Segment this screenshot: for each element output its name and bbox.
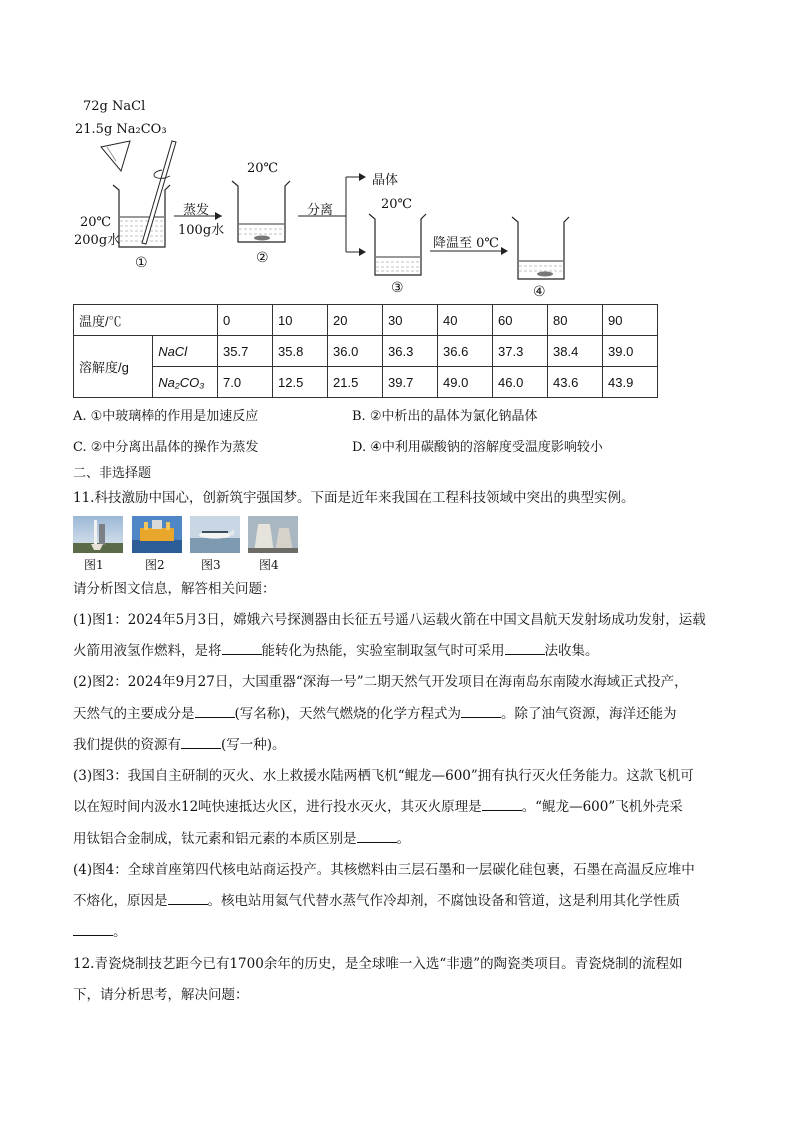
answer-blank[interactable]: [73, 923, 113, 936]
answer-blank[interactable]: [461, 705, 501, 718]
temp-cell: 30: [383, 305, 438, 336]
q11-part4-line3: 。: [73, 917, 127, 948]
temp-cell: 80: [548, 305, 603, 336]
substance-cell: NaCl: [153, 336, 218, 367]
figure-1-image: [73, 516, 123, 553]
temp-cell: 0: [218, 305, 273, 336]
answer-blank[interactable]: [222, 642, 262, 655]
value-cell: 46.0: [493, 367, 548, 398]
beaker3-temp-label: 20℃: [381, 197, 413, 212]
q11-part4-line1: (4)图4：全球首座第四代核电站商运投产。其核燃料由三层石墨和一层碳化硅包裹，石墨在高温反应堆中: [73, 862, 695, 878]
value-cell: 7.0: [218, 367, 273, 398]
q11-intro: 11.科技激励中国心，创新筑宇强国梦。下面是近年来我国在工程科技领域中突出的典型实例。: [73, 490, 635, 506]
evaporate-arrow-icon: [174, 212, 222, 220]
solubility-header: 溶解度/g: [74, 336, 153, 398]
beaker-4-icon: [512, 217, 569, 279]
q11-part3-line2: 以在短时间内汲水12吨快速抵达火区，进行投水灭火，其灭火原理是 。“鲲龙—600”飞机外壳采: [73, 799, 683, 815]
temp-cell: 40: [438, 305, 493, 336]
cool-label: 降温至 0℃: [433, 236, 499, 251]
beaker-3-icon: [369, 214, 426, 275]
figure-2-image: [132, 516, 182, 553]
value-cell: 21.5: [328, 367, 383, 398]
substance-cell: Na₂CO₃: [153, 367, 218, 398]
figure-2-caption: 图2: [145, 558, 165, 572]
value-cell: 36.6: [438, 336, 493, 367]
start-water-label: 200g水: [74, 233, 121, 248]
start-temp-label: 20℃: [80, 215, 112, 230]
figure-1-caption: 图1: [84, 558, 104, 572]
option-b: B. ②中析出的晶体为氯化钠晶体: [352, 409, 538, 424]
beaker-1-icon: [113, 185, 170, 247]
answer-blank[interactable]: [195, 705, 235, 718]
option-c: C. ②中分离出晶体的操作为蒸发: [73, 440, 259, 455]
value-cell: 39.0: [603, 336, 658, 367]
evap-amount-label: 100g水: [178, 223, 225, 238]
option-d: D. ④中利用碳酸钠的溶解度受温度影响较小: [352, 440, 603, 455]
evap-label: 蒸发: [183, 203, 210, 218]
step-3-label: ③: [391, 280, 404, 296]
q11-part3-line3: 用钛铝合金制成，钛元素和铝元素的本质区别是 。: [73, 831, 410, 847]
separate-label: 分离: [307, 203, 334, 218]
q12-line2: 下，请分析思考，解决问题：: [73, 987, 249, 1003]
cool-arrow-icon: [430, 247, 508, 255]
value-cell: 43.6: [548, 367, 603, 398]
temp-header: 温度/℃: [74, 305, 218, 336]
table-row: [74, 367, 658, 398]
q11-part2-line3: 我们提供的资源有 (写一种)。: [73, 737, 286, 753]
q11-part2-line2: 天然气的主要成分是 (写名称)，天然气燃烧的化学方程式为 。除了油气资源，海洋还能为: [73, 706, 677, 722]
glass-rod-icon: [142, 141, 176, 244]
answer-blank[interactable]: [482, 798, 522, 811]
crystal-label: 晶体: [372, 173, 399, 188]
table-row: [74, 305, 658, 336]
q11-part2-line1: (2)图2：2024年9月27日，大国重器“深海一号”二期天然气开发项目在海南岛东南陵水海域正式投产，: [73, 674, 688, 690]
q11-part3-line1: (3)图3：我国自主研制的灭火、水上救援水陆两栖飞机“鲲龙—600”拥有执行灭火任务能力。这款飞机可: [73, 768, 694, 784]
step-4-label: ④: [533, 284, 546, 300]
q12-line1: 12.青瓷烧制技艺距今已有1700余年的历史，是全球唯一入选“非遗”的陶瓷类项目。青瓷烧制的流程如: [73, 956, 683, 972]
temp-cell: 60: [493, 305, 548, 336]
value-cell: 37.3: [493, 336, 548, 367]
step-2-label: ②: [256, 250, 269, 266]
value-cell: 43.9: [603, 367, 658, 398]
value-cell: 36.0: [328, 336, 383, 367]
value-cell: 49.0: [438, 367, 493, 398]
beaker-2-icon: [232, 181, 290, 242]
na2co3-mass-label: 21.5g Na₂CO₃: [75, 122, 167, 137]
nacl-mass-label: 72g NaCl: [83, 99, 146, 114]
answer-blank[interactable]: [505, 642, 545, 655]
value-cell: 35.8: [273, 336, 328, 367]
value-cell: 36.3: [383, 336, 438, 367]
value-cell: 38.4: [548, 336, 603, 367]
figure-3-image: [190, 516, 240, 553]
q11-part4-line2: 不熔化，原因是 。核电站用氦气代替水蒸气作冷却剂，不腐蚀设备和管道，这是利用其化学性质: [73, 893, 680, 909]
figure-3-caption: 图3: [201, 558, 221, 572]
figure-4-caption: 图4: [259, 558, 279, 572]
temp-cell: 10: [273, 305, 328, 336]
value-cell: 35.7: [218, 336, 273, 367]
weighing-paper-icon: [101, 141, 130, 171]
beaker2-temp-label: 20℃: [247, 161, 279, 176]
diagram-drawing: [0, 0, 794, 310]
answer-blank[interactable]: [357, 830, 397, 843]
temp-cell: 20: [328, 305, 383, 336]
step-1-label: ①: [135, 255, 148, 271]
option-a: A. ①中玻璃棒的作用是加速反应: [73, 409, 259, 424]
q11-part1-line1: (1)图1：2024年5月3日，嫦娥六号探测器由长征五号遥八运载火箭在中国文昌航天发射场成功发射，运载: [73, 612, 706, 628]
solubility-table: [73, 304, 658, 398]
answer-blank[interactable]: [168, 892, 208, 905]
q11-prompt: 请分析图文信息，解答相关问题：: [73, 581, 276, 597]
section-title: 二、非选择题: [73, 466, 152, 481]
figure-4-image: [248, 516, 298, 553]
answer-blank[interactable]: [181, 736, 221, 749]
separate-arrow-icon: [298, 173, 366, 256]
value-cell: 39.7: [383, 367, 438, 398]
value-cell: 12.5: [273, 367, 328, 398]
temp-cell: 90: [603, 305, 658, 336]
q11-part1-line2: 火箭用液氢作燃料，是将 能转化为热能，实验室制取氢气时可采用 法收集。: [73, 643, 599, 659]
table-row: [74, 336, 658, 367]
